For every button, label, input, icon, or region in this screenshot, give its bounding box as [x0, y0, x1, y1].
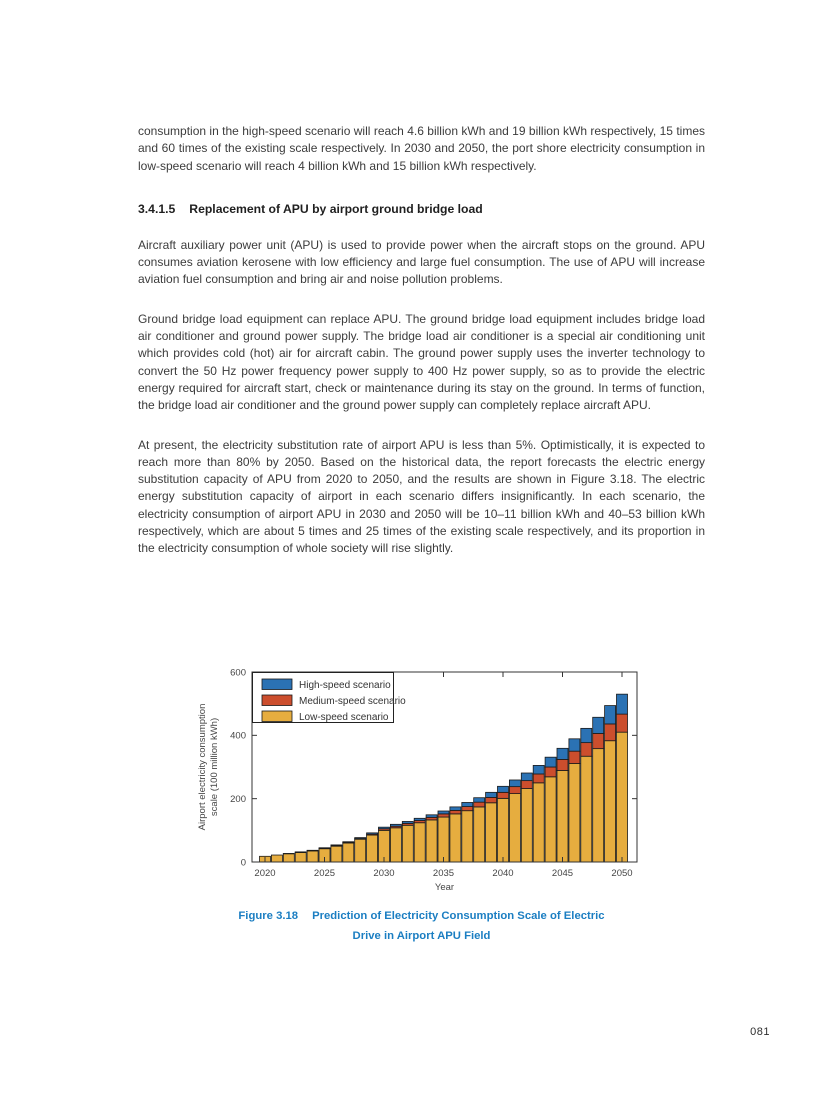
bar-high-2031 [390, 824, 401, 826]
legend-swatch-2 [262, 695, 292, 706]
bar-high-2040 [498, 786, 509, 792]
figure-caption-line2: Drive in Airport APU Field [352, 930, 491, 942]
bar-high-2044 [545, 757, 556, 767]
bar-high-2030 [379, 827, 390, 829]
bar-high-2041 [509, 780, 520, 787]
bar-low-2043 [533, 783, 544, 862]
bar-low-2047 [581, 756, 592, 862]
y-tick-label: 600 [230, 667, 246, 679]
paragraph-ground-bridge: Ground bridge load equipment can replace APU. The ground bridge load equipment includes bridge load air conditioner and ground power supply. The bridge load air conditioner is a special air conditioning unit which provides cold (hot) air for aircraft cabin. The ground power supply uses the inverter technology to convert the 50 Hz power frequency power supply to 400 Hz power supply, so as to provide the electric energy required for aircraft start, check or maintenance during its stay on the ground. In terms of function, the bridge load air conditioner and the ground power supply can completely replace aircraft APU. [138, 311, 705, 413]
bar-low-2039 [486, 803, 497, 862]
bar-high-2037 [462, 802, 473, 806]
bar-low-2050 [617, 732, 628, 862]
bar-medium-2035 [438, 814, 449, 817]
bar-medium-2043 [533, 774, 544, 783]
x-tick-label: 2050 [611, 868, 633, 879]
bar-low-2023 [295, 853, 306, 863]
bar-high-2035 [438, 811, 449, 814]
legend [253, 673, 407, 724]
paragraph-port-shore: consumption in the high-speed scenario will reach 4.6 billion kWh and 19 billion kWh respectively, 15 times and 60 times of the existing scale respectively. In 2030 and 2050, the port shore electricity consumption in low-speed scenario will reach 4 billion kWh and 15 billion kWh respectively. [138, 124, 705, 173]
x-axis-title: Year [434, 882, 455, 893]
bar-medium-2036 [450, 810, 461, 813]
bar-medium-2048 [593, 733, 604, 748]
bar-high-2028 [355, 838, 366, 839]
text-column [138, 123, 705, 558]
y-tick-label: 0 [240, 857, 246, 869]
bar-low-2022 [283, 854, 294, 862]
figure-caption-text: Prediction of Electricity Consumption Scale of Electric [312, 910, 605, 922]
bar-low-2027 [343, 843, 354, 862]
bar-low-2038 [474, 807, 485, 862]
bar-medium-2038 [474, 802, 485, 807]
bar-low-2021 [271, 855, 282, 862]
bar-medium-2040 [498, 792, 509, 798]
bar-low-2042 [521, 789, 532, 862]
bar-high-2026 [331, 845, 342, 846]
bar-low-2040 [498, 798, 509, 862]
bar-low-2026 [331, 846, 342, 862]
section-number: 3.4.1.5 [138, 201, 176, 216]
bar-high-2038 [474, 798, 485, 802]
bar-medium-2047 [581, 743, 592, 757]
figure-caption-line1 [138, 906, 705, 926]
bar-high-2048 [593, 717, 604, 733]
y-axis-title-line2: scale (100 million kWh) [209, 717, 220, 817]
bar-low-2024 [307, 851, 318, 862]
page-number: 081 [750, 1026, 770, 1038]
bar-high-2032 [402, 821, 413, 823]
x-tick-label: 2025 [313, 868, 336, 879]
bar-high-2036 [450, 807, 461, 810]
bar-low-2034 [426, 820, 437, 862]
bar-medium-2046 [569, 751, 580, 763]
y-axis-title-line1: Airport electricity consumption [197, 703, 208, 831]
bar-low-2037 [462, 811, 473, 862]
y-tick-label: 200 [230, 793, 246, 805]
bar-high-2046 [569, 739, 580, 751]
figure-chart [180, 660, 650, 897]
bar-low-2031 [390, 828, 401, 862]
bar-high-2033 [414, 818, 425, 820]
paragraph-forecast: At present, the electricity substitution rate of airport APU is less than 5%. Optimistically, it is expected to reach more than 80% by 2050. Based on the historical data, the report forecasts the electric energy substitution capacity of APU from 2020 to 2050, and the results are shown in Figure 3.18. The electric energy substitution capacity of airport in each scenario differs insignificantly. In each scenario, the electricity consumption of airport APU in 2030 and 2050 will be 10–11 billion kWh and 40–53 billion kWh respectively, which are about 5 times and 25 times of the existing scale respectively, and its proportion in the electricity consumption of whole society will rise slightly. [138, 437, 705, 556]
bar-high-2029 [367, 833, 378, 834]
legend-swatch-3 [262, 711, 292, 722]
bar-medium-2041 [509, 787, 520, 794]
bar-high-2039 [486, 792, 497, 797]
bar-high-2042 [521, 773, 532, 781]
bar-low-2045 [557, 770, 568, 862]
legend-label-1: High-speed scenario [299, 680, 391, 691]
legend-label-3: Low-speed scenario [299, 712, 389, 723]
bar-medium-2044 [545, 767, 556, 777]
bar-medium-2049 [605, 724, 616, 741]
bar-high-2045 [557, 748, 568, 759]
x-tick-label: 2020 [254, 868, 276, 879]
bar-low-2049 [605, 741, 616, 862]
bar-low-2048 [593, 749, 604, 862]
x-tick-label: 2040 [492, 868, 514, 879]
bar-medium-2037 [462, 807, 473, 811]
bar-low-2041 [509, 794, 520, 862]
bar-low-2029 [367, 835, 378, 862]
bar-high-2043 [533, 765, 544, 774]
bar-medium-2042 [521, 781, 532, 789]
section-title: Replacement of APU by airport ground bridge load [189, 201, 483, 216]
legend-swatch-1 [262, 679, 292, 690]
y-tick-label: 400 [230, 730, 246, 742]
bar-low-2044 [545, 777, 556, 862]
bar-medium-2039 [486, 797, 497, 802]
bar-medium-2045 [557, 759, 568, 770]
stacked-bar-chart [180, 660, 650, 897]
bar-high-2047 [581, 728, 592, 742]
bar-medium-2050 [617, 714, 628, 732]
bar-low-2033 [414, 823, 425, 862]
bar-high-2050 [617, 694, 628, 714]
figure-caption [138, 906, 705, 946]
section-heading [138, 201, 705, 218]
bar-high-2034 [426, 815, 437, 818]
figure-caption-label: Figure 3.18 [238, 910, 299, 922]
bar-low-2028 [355, 839, 366, 862]
x-tick-label: 2030 [373, 868, 395, 879]
x-tick-label: 2045 [551, 868, 574, 879]
bar-low-2032 [402, 825, 413, 862]
bar-high-2025 [319, 848, 330, 849]
bar-high-2027 [343, 842, 354, 843]
bar-low-2046 [569, 764, 580, 862]
bar-low-2036 [450, 814, 461, 862]
x-tick-label: 2035 [432, 868, 455, 879]
legend-label-2: Medium-speed scenario [299, 696, 406, 707]
bar-high-2049 [605, 706, 616, 724]
paragraph-apu-intro: Aircraft auxiliary power unit (APU) is used to provide power when the aircraft stops on the ground. APU consumes aviation kerosene with low efficiency and large fuel consumption. The use of APU will increase aviation fuel consumption and bring air and noise pollution problems. [138, 237, 705, 287]
bar-low-2035 [438, 817, 449, 862]
